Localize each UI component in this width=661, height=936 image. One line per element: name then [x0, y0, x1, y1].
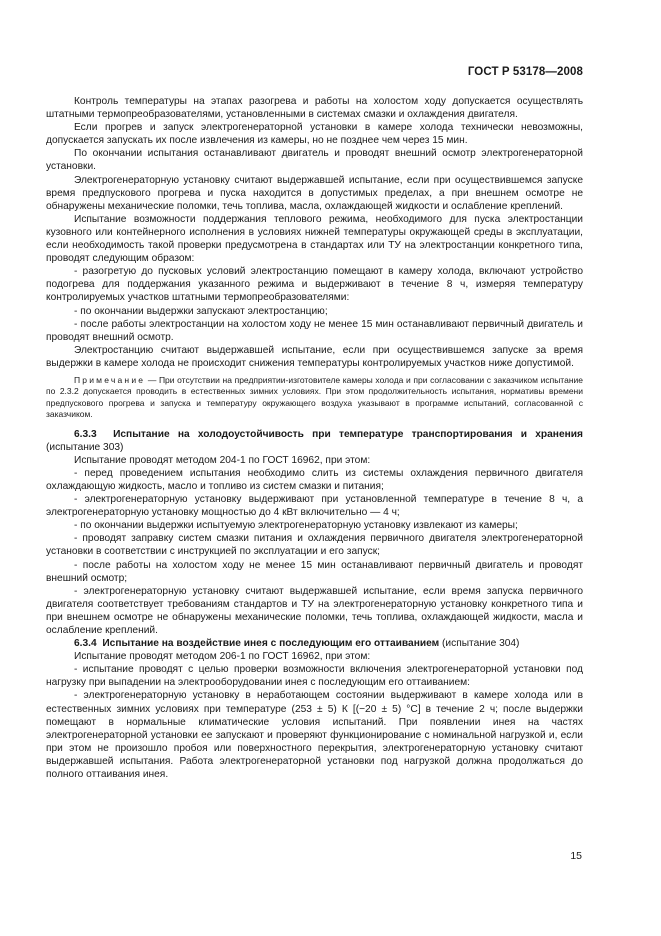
paragraph: По окончании испытания останавливают двигатель и проводят внешний осмотр электрогенераторной установки.: [46, 148, 583, 173]
list-item: - электрогенераторную установку считают выдержавшей испытание, если время запуска первичного двигателя соответствует требованиям стандартов и ТУ на электрогенераторную установку конкретного типа и при внешнем осмотре не обнаружены механические поломки, течь топлива, охлаждающей жидкости, масла и ослабление креплений.: [46, 585, 583, 636]
list-item: - испытание проводят с целью проверки возможности включения электрогенераторной установки под нагрузку при выпадении на электрооборудовании инея с последующим его оттаиванием:: [46, 664, 583, 689]
paragraph: Испытание возможности поддержания теплового режима, необходимого для пуска электростанции кузовного или контейнерного исполнения в условиях нижней температуры окружающей среды в эксплуатации, если необходимость такой проверки предусмотрена в стандартах или ТУ на электростанции конкретного типа, проводят следующим образом:: [46, 213, 583, 265]
list-item: - по окончании выдержки испытуемую электрогенераторную установку извлекают из камеры;: [74, 520, 518, 532]
paragraph: Испытание проводят методом 204-1 по ГОСТ 16962, при этом:: [74, 454, 371, 466]
list-item: - перед проведением испытания необходимо слить из системы охлаждения первичного двигателя охлаждающую жидкость, масло и топливо из систем смазки и питания;: [46, 467, 583, 492]
document-body: [46, 95, 583, 781]
page-number: 15: [570, 850, 582, 862]
list-item: - после работы на холостом ходу не менее 15 мин останавливают первичный двигатель и проводят внешний осмотр;: [46, 559, 583, 584]
list-item: - по окончании выдержки запускают электростанцию;: [74, 305, 328, 317]
section-number: 6.3.3: [74, 428, 97, 440]
list-item: - после работы электростанции на холостом ходу не менее 15 мин останавливают первичный двигатель и проводят внешний осмотр.: [46, 318, 583, 343]
section-heading-6-3-3: [46, 428, 583, 454]
paragraph: Электростанцию считают выдержавшей испытание, если при осуществившемся запуске за время выдержки в камере холода не происходит снижения температуры контролируемых участков ниже допустимой.: [46, 344, 583, 369]
list-item: - проводят заправку систем смазки питания и охлаждения первичного двигателя электрогенераторной установки в соответствии с инструкцией по эксплуатации и его запуск;: [46, 533, 583, 558]
note-label: Примечание: [74, 374, 146, 385]
standard-header: ГОСТ Р 53178—2008: [467, 66, 583, 78]
section-suffix: (испытание 303): [46, 441, 124, 453]
paragraph: Электрогенераторную установку считают выдержавшей испытание, если при осуществившемся запуске время предпускового прогрева и пуска находится в допустимых пределах, а при внешнем осмотре не обнаружены механические поломки, течь топлива, масла, охлаждающей жидкости и ослабление креплений.: [46, 174, 583, 212]
list-item: - разогретую до пусковых условий электростанцию помещают в камеру холода, включают устройство подогрева для поддержания указанного режима и выдерживают в течение 8 ч, измеряя температуру контролируемых участков штатными термопреобразователями:: [46, 266, 583, 304]
paragraph: Если прогрев и запуск электрогенераторной установки в камере холода технически невозможны, допускается запускать их после извлечения из камеры, но не позднее чем через 15 мин.: [46, 122, 583, 147]
list-item: - электрогенераторную установку выдерживают при установленной температуре в течение 8 ч, а электрогенераторную установку мощностью до 4 кВт включительно — 4 ч;: [46, 494, 583, 519]
paragraph: Контроль температуры на этапах разогрева и работы на холостом ходу допускается осуществлять штатными термопреобразователями, установленными в системах смазки и охлаждения двигателя.: [46, 96, 583, 121]
section-title: Испытание на холодоустойчивость при температуре транспортирования и хранения: [113, 428, 583, 440]
section-heading-6-3-4: [46, 637, 583, 650]
list-item: - электрогенераторную установку в неработающем состоянии выдерживают в камере холода или в естественных зимних условиях при температуре (253 ± 5) К [(−20 ± 5) °С] в течение 2 ч; после выдержки помещают в нормальные климатические условия испытаний. При появлении инея на частях электрогенераторной установки ее запускают и проверяют функционирование с номинальной нагрузкой и, если при этом не произошло пробоя или поверхностного перекрытия, электрогенераторную установку считают выдержавшей испытания. Работа электрогенераторной установки под нагрузкой должна продолжаться до полного оттаивания инея.: [46, 690, 583, 781]
paragraph: Испытание проводят методом 206-1 по ГОСТ 16962, при этом:: [74, 651, 371, 663]
section-suffix: (испытание 304): [439, 638, 520, 650]
note: [46, 375, 583, 421]
section-title: Испытание на воздействие инея с последующим его оттаиванием: [102, 638, 440, 650]
section-number: 6.3.4: [74, 638, 97, 650]
note-text: — При отсутствии на предприятии-изготовителе камеры холода и при согласовании с заказчиком испытание по 2.3.2 допускается проводить в естественных зимних условиях. При этом продолжительность испытания, нормативы времени предпускового прогрева и запуска и температуру окружающего воздуха указывают в программе испытаний, согласованной с заказчиком.: [46, 374, 583, 420]
